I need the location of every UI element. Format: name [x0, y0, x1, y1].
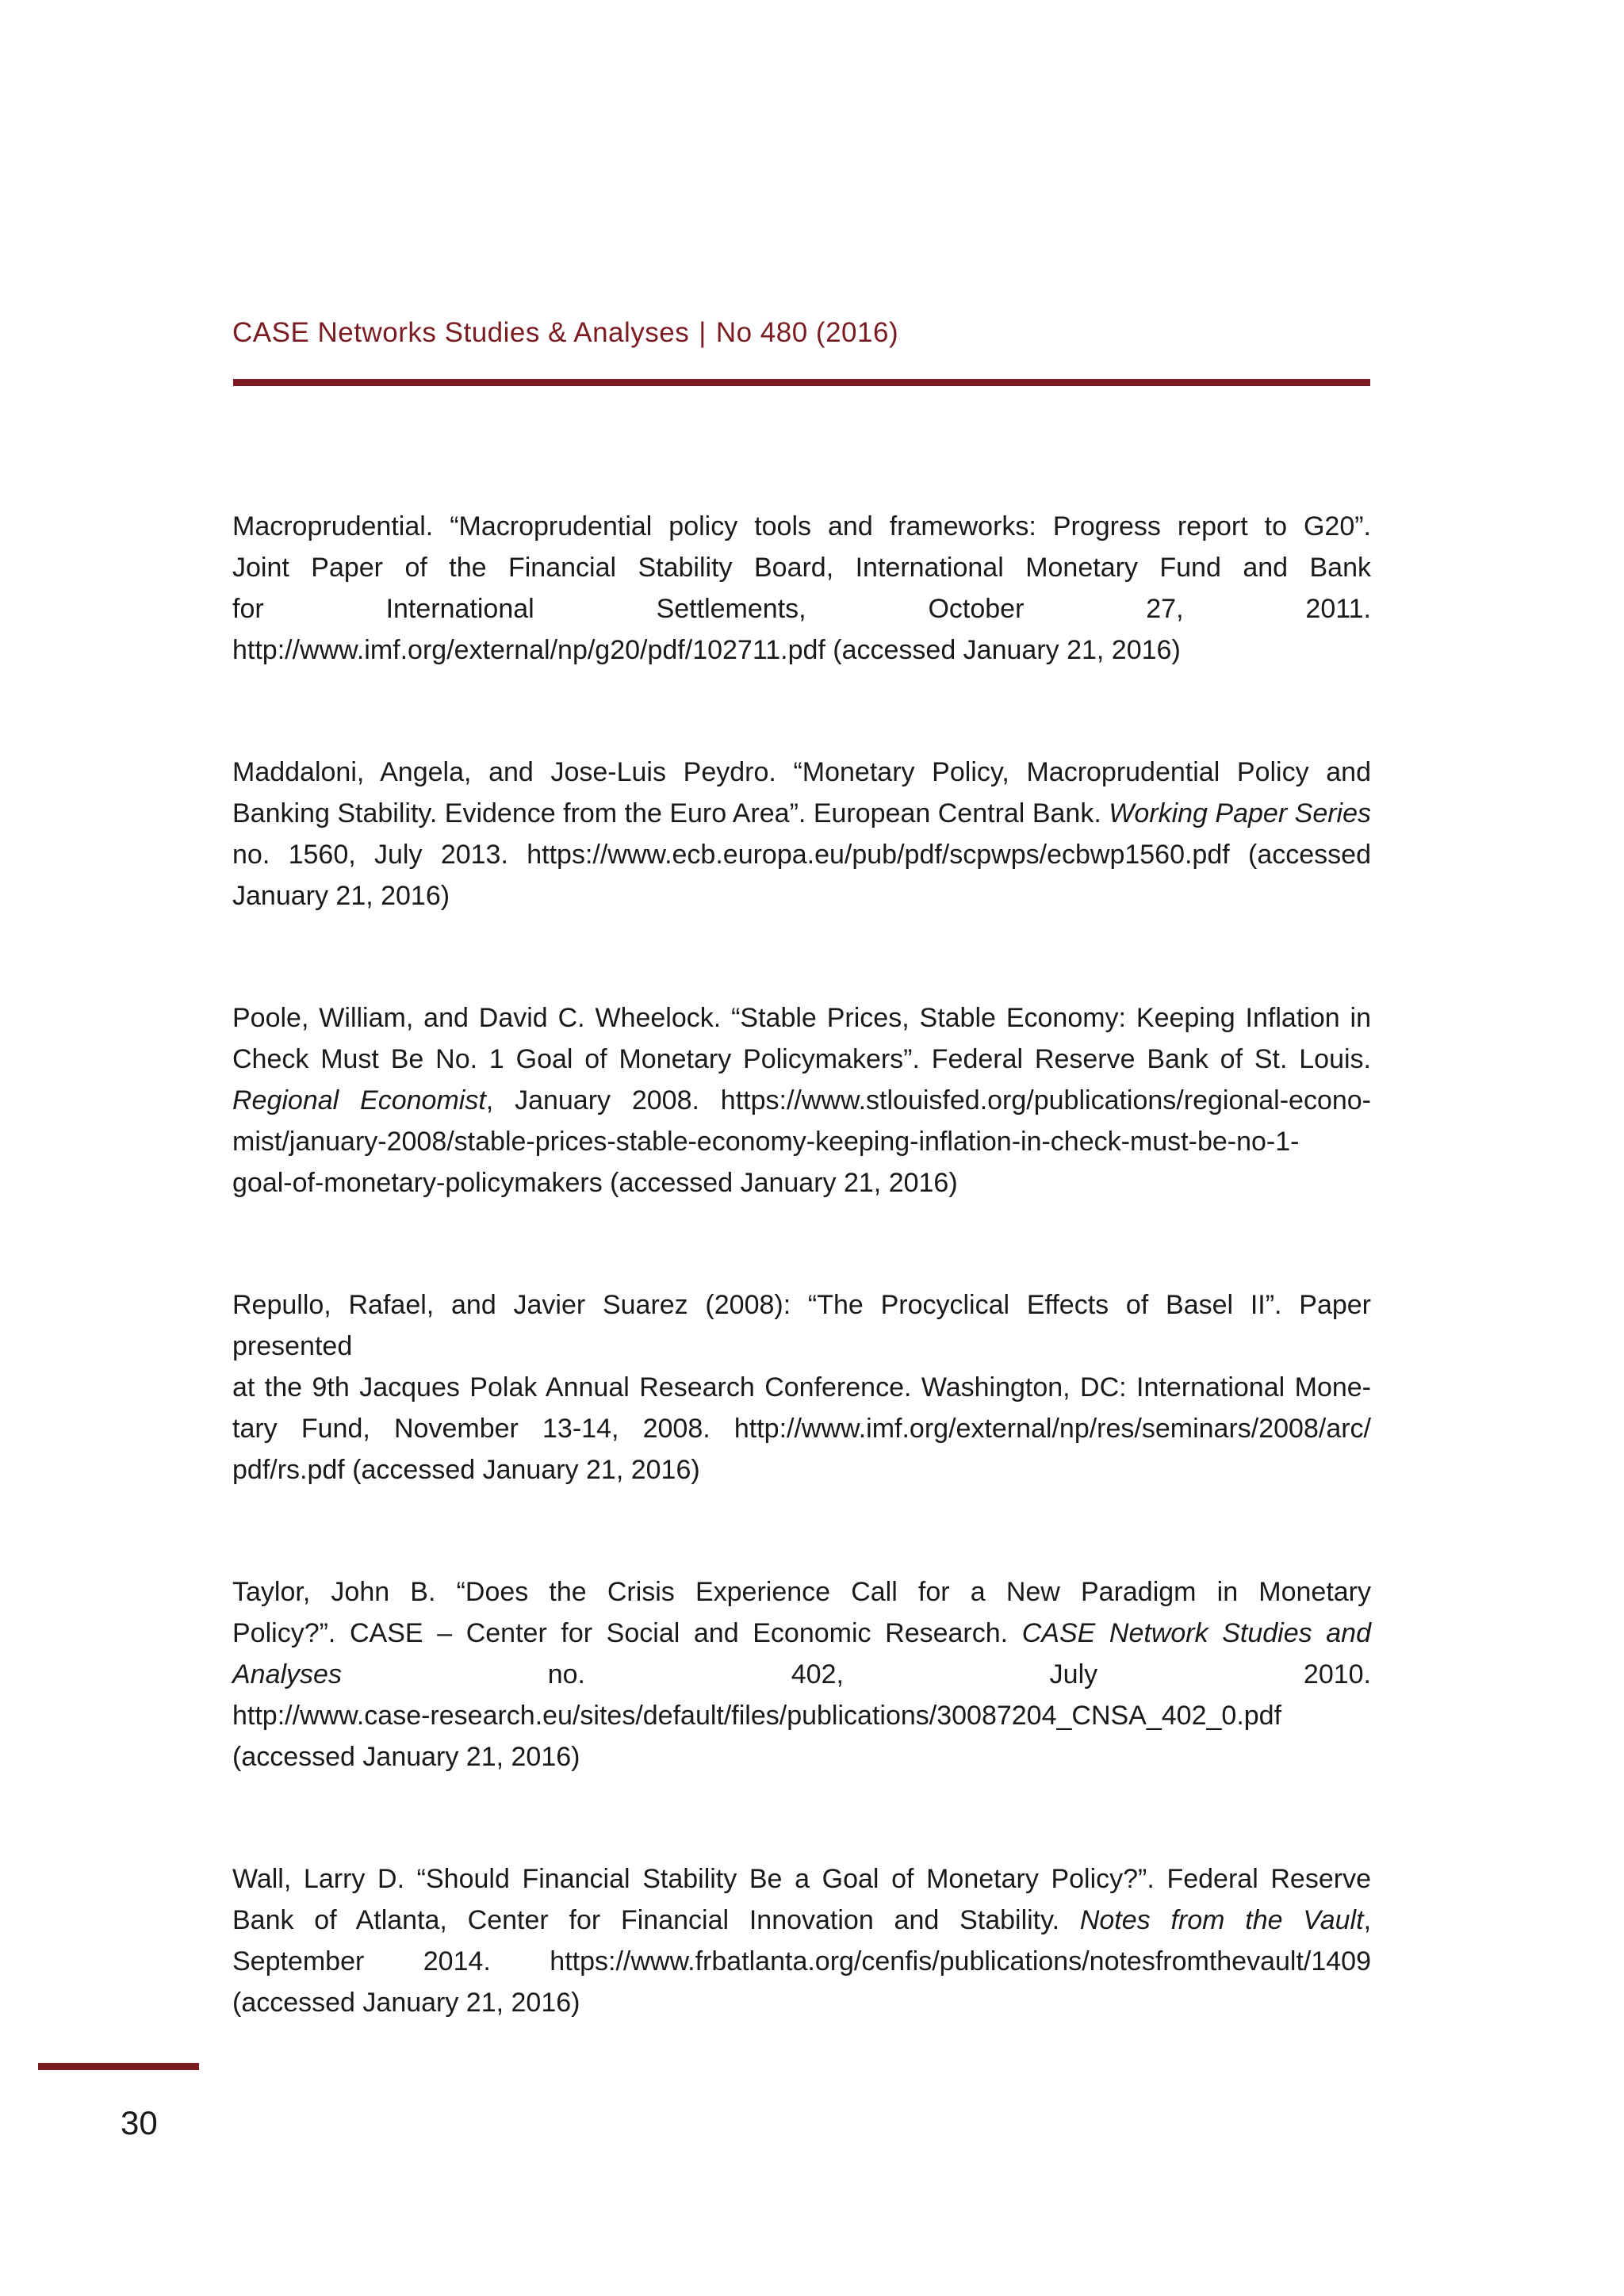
issue-number: No 480 (2016): [715, 317, 899, 348]
reference-line: for International Settlements, October 27, 2011.: [232, 594, 1371, 624]
references-list: [232, 506, 1371, 2104]
footer-rule: [38, 2063, 199, 2070]
header-rule: [233, 379, 1370, 386]
running-header: [232, 317, 898, 349]
reference-line: Check Must Be No. 1 Goal of Monetary Policymakers”. Federal Reserve Bank of St. Louis.: [232, 1044, 1371, 1074]
reference-line: Regional Economist, January 2008. https://www.stlouisfed.org/publications/regional-econo-: [232, 1085, 1371, 1115]
reference-line: (accessed January 21, 2016): [232, 1742, 580, 1772]
reference-line: January 21, 2016): [232, 881, 450, 911]
reference-entry: [232, 752, 1371, 916]
reference-line: Maddaloni, Angela, and Jose-Luis Peydro. “Monetary Policy, Macroprudential Policy and: [232, 757, 1371, 787]
reference-entry: [232, 1571, 1371, 1777]
italic-title: CASE Network Studies and: [1021, 1618, 1371, 1648]
reference-entry: [232, 506, 1371, 671]
reference-line: goal-of-monetary-policymakers (accessed January 21, 2016): [232, 1168, 958, 1198]
italic-title: Notes from the Vault: [1079, 1905, 1364, 1935]
reference-line: mist/january-2008/stable-prices-stable-economy-keeping-inflation-in-check-must-be-no-1-: [232, 1127, 1300, 1157]
reference-line: at the 9th Jacques Polak Annual Research Conference. Washington, DC: International Mone-: [232, 1372, 1371, 1402]
reference-line: Repullo, Rafael, and Javier Suarez (2008): “The Procyclical Effects of Basel II”. Paper presented: [232, 1290, 1371, 1361]
series-title: CASE Networks Studies & Analyses: [232, 317, 690, 348]
reference-line: http://www.case-research.eu/sites/default/files/publications/30087204_CNSA_402_0.pdf: [232, 1701, 1282, 1731]
reference-line: Analyses no. 402, July 2010.: [232, 1659, 1371, 1689]
reference-line: pdf/rs.pdf (accessed January 21, 2016): [232, 1455, 700, 1485]
reference-line: Taylor, John B. “Does the Crisis Experience Call for a New Paradigm in Monetary: [232, 1577, 1371, 1607]
header-separator: |: [699, 317, 707, 348]
italic-title: Working Paper Series: [1109, 798, 1372, 828]
reference-line: Macroprudential. “Macroprudential policy tools and frameworks: Progress report to G20”.: [232, 511, 1371, 541]
reference-entry: [232, 997, 1371, 1203]
reference-line: Policy?”. CASE – Center for Social and Economic Research. CASE Network Studies and: [232, 1618, 1371, 1648]
reference-line: Joint Paper of the Financial Stability Board, International Monetary Fund and Bank: [232, 553, 1371, 583]
reference-line: Poole, William, and David C. Wheelock. “Stable Prices, Stable Economy: Keeping Inflation in: [232, 1003, 1371, 1033]
reference-line: Wall, Larry D. “Should Financial Stability Be a Goal of Monetary Policy?”. Federal Reserve: [232, 1864, 1371, 1894]
italic-title: Regional Economist: [232, 1085, 486, 1115]
reference-line: Banking Stability. Evidence from the Euro Area”. European Central Bank. Working Paper Series: [232, 798, 1372, 828]
reference-line: (accessed January 21, 2016): [232, 1988, 580, 2018]
reference-entry: [232, 1284, 1371, 1490]
reference-line: http://www.imf.org/external/np/g20/pdf/102711.pdf (accessed January 21, 2016): [232, 635, 1181, 665]
reference-line: Bank of Atlanta, Center for Financial Innovation and Stability. Notes from the Vault,: [232, 1905, 1372, 1935]
reference-entry: [232, 1858, 1371, 2023]
reference-line: September 2014. https://www.frbatlanta.org/cenfis/publications/notesfromthevault/1409: [232, 1946, 1371, 1976]
page-number: 30: [121, 2104, 158, 2141]
italic-title: Analyses: [232, 1659, 342, 1689]
reference-line: no. 1560, July 2013. https://www.ecb.europa.eu/pub/pdf/scpwps/ecbwp1560.pdf (accessed: [232, 840, 1371, 870]
reference-line: tary Fund, November 13-14, 2008. http://www.imf.org/external/np/res/seminars/2008/arc/: [232, 1414, 1371, 1444]
